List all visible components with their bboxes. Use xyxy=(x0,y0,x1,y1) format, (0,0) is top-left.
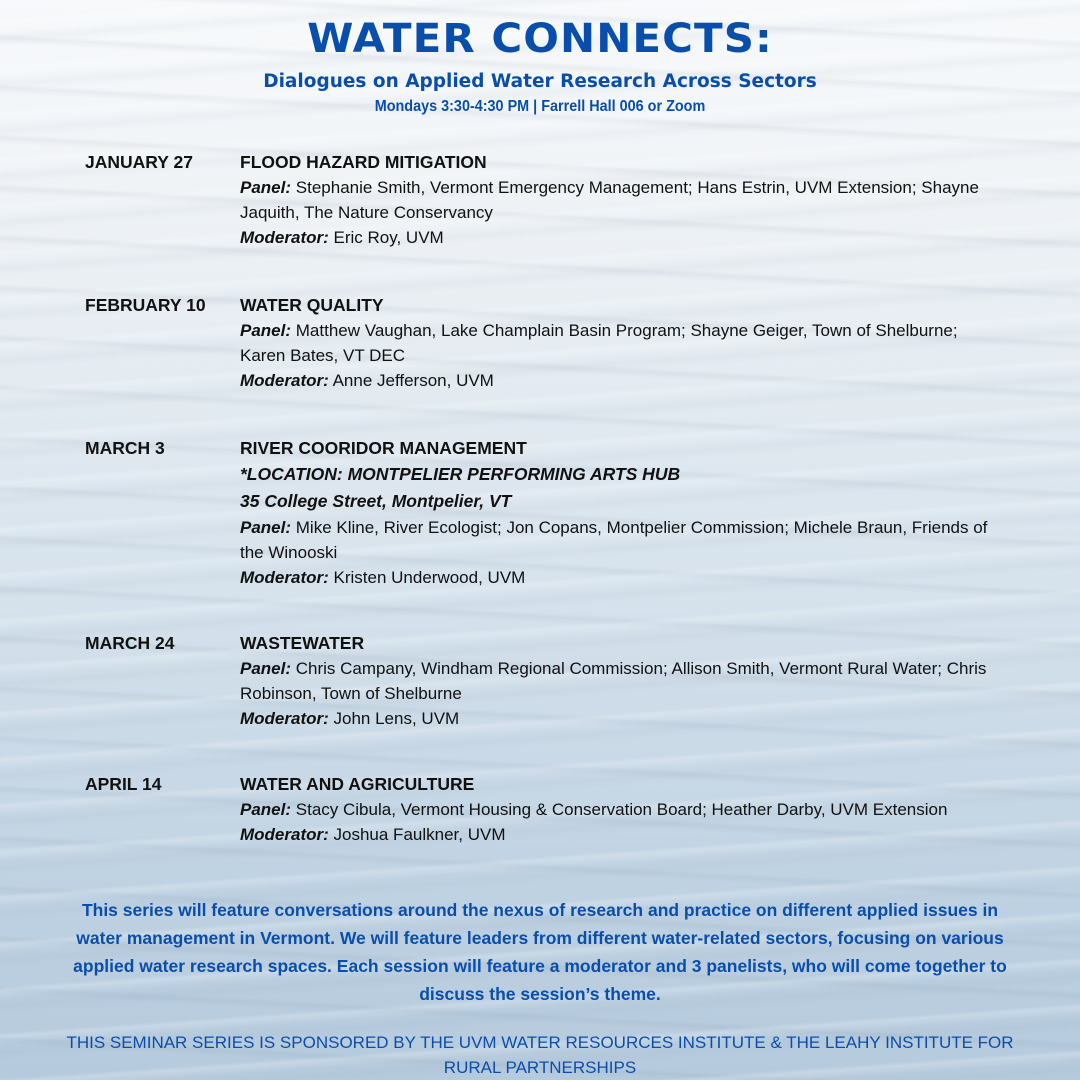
panel-label: Panel: xyxy=(240,518,292,537)
flyer-header xyxy=(0,14,1080,116)
session-topic: WATER QUALITY xyxy=(240,295,384,315)
session-details xyxy=(240,150,1000,250)
session-panel xyxy=(240,656,1000,706)
session-location-address: 35 College Street, Montpelier, VT xyxy=(240,491,512,511)
session-topic: RIVER COORIDOR MANAGEMENT xyxy=(240,438,527,458)
moderator-label: Moderator: xyxy=(240,568,329,587)
session-location-venue: *LOCATION: MONTPELIER PERFORMING ARTS HUB xyxy=(240,464,681,484)
session-topic: FLOOD HAZARD MITIGATION xyxy=(240,152,487,172)
moderator-name: Eric Roy, UVM xyxy=(333,228,444,247)
session-moderator xyxy=(240,368,1000,393)
moderator-name: Joshua Faulkner, UVM xyxy=(333,825,506,844)
session-panel xyxy=(240,318,1000,368)
panel-label: Panel: xyxy=(240,800,292,819)
panel-members: Matthew Vaughan, Lake Champlain Basin Program; Shayne Geiger, Town of Shelburne; Karen Bates, VT DEC xyxy=(240,321,958,365)
session-details xyxy=(240,631,1000,731)
panel-label: Panel: xyxy=(240,178,292,197)
session-date: MARCH 3 xyxy=(85,438,165,458)
panel-members: Stephanie Smith, Vermont Emergency Management; Hans Estrin, UVM Extension; Shayne Jaquith, The Nature Conservancy xyxy=(240,178,979,222)
session-topic: WATER AND AGRICULTURE xyxy=(240,774,475,794)
session-date: JANUARY 27 xyxy=(85,152,193,172)
moderator-label: Moderator: xyxy=(240,825,329,844)
panel-label: Panel: xyxy=(240,321,292,340)
panel-members: Mike Kline, River Ecologist; Jon Copans, Montpelier Commission; Michele Braun, Friends of the Winooski xyxy=(240,518,988,562)
panel-members: Stacy Cibula, Vermont Housing & Conservation Board; Heather Darby, UVM Extension xyxy=(295,800,948,819)
session-panel xyxy=(240,175,1000,225)
flyer-subtitle: Dialogues on Applied Water Research Across Sectors xyxy=(263,71,817,92)
panel-label: Panel: xyxy=(240,659,292,678)
session-moderator xyxy=(240,822,1000,847)
session-panel xyxy=(240,797,1000,822)
flyer-title: WATER CONNECTS: xyxy=(307,16,773,62)
sponsor-note: THIS SEMINAR SERIES IS SPONSORED BY THE UVM WATER RESOURCES INSTITUTE & THE LEAHY INSTITUTE FOR RURAL PARTNERSHIPS xyxy=(66,1033,1014,1077)
session-panel xyxy=(240,515,1000,565)
moderator-label: Moderator: xyxy=(240,228,329,247)
schedule-info: Mondays 3:30-4:30 PM | Farrell Hall 006 or Zoom xyxy=(374,98,706,115)
session-details xyxy=(240,772,1000,847)
session-moderator xyxy=(240,225,1000,250)
series-description: This series will feature conversations around the nexus of research and practice on different applied issues in water management in Vermont. We will feature leaders from different water-related sectors, focusing on various applied water research spaces. Each session will feature a moderator and 3 panelists, who will come together to discuss the session’s theme. xyxy=(73,900,1007,1004)
session-details xyxy=(240,436,1000,590)
session-moderator xyxy=(240,565,1000,590)
moderator-name: Kristen Underwood, UVM xyxy=(333,568,526,587)
moderator-name: Anne Jefferson, UVM xyxy=(332,371,494,390)
session-date: FEBRUARY 10 xyxy=(85,295,206,315)
session-topic: WASTEWATER xyxy=(240,633,365,653)
panel-members: Chris Campany, Windham Regional Commission; Allison Smith, Vermont Rural Water; Chris Robinson, Town of Shelburne xyxy=(240,659,987,703)
moderator-name: John Lens, UVM xyxy=(333,709,460,728)
session-details xyxy=(240,293,1000,393)
session-date: MARCH 24 xyxy=(85,633,175,653)
session-date: APRIL 14 xyxy=(85,774,162,794)
moderator-label: Moderator: xyxy=(240,709,329,728)
moderator-label: Moderator: xyxy=(240,371,329,390)
session-moderator xyxy=(240,706,1000,731)
